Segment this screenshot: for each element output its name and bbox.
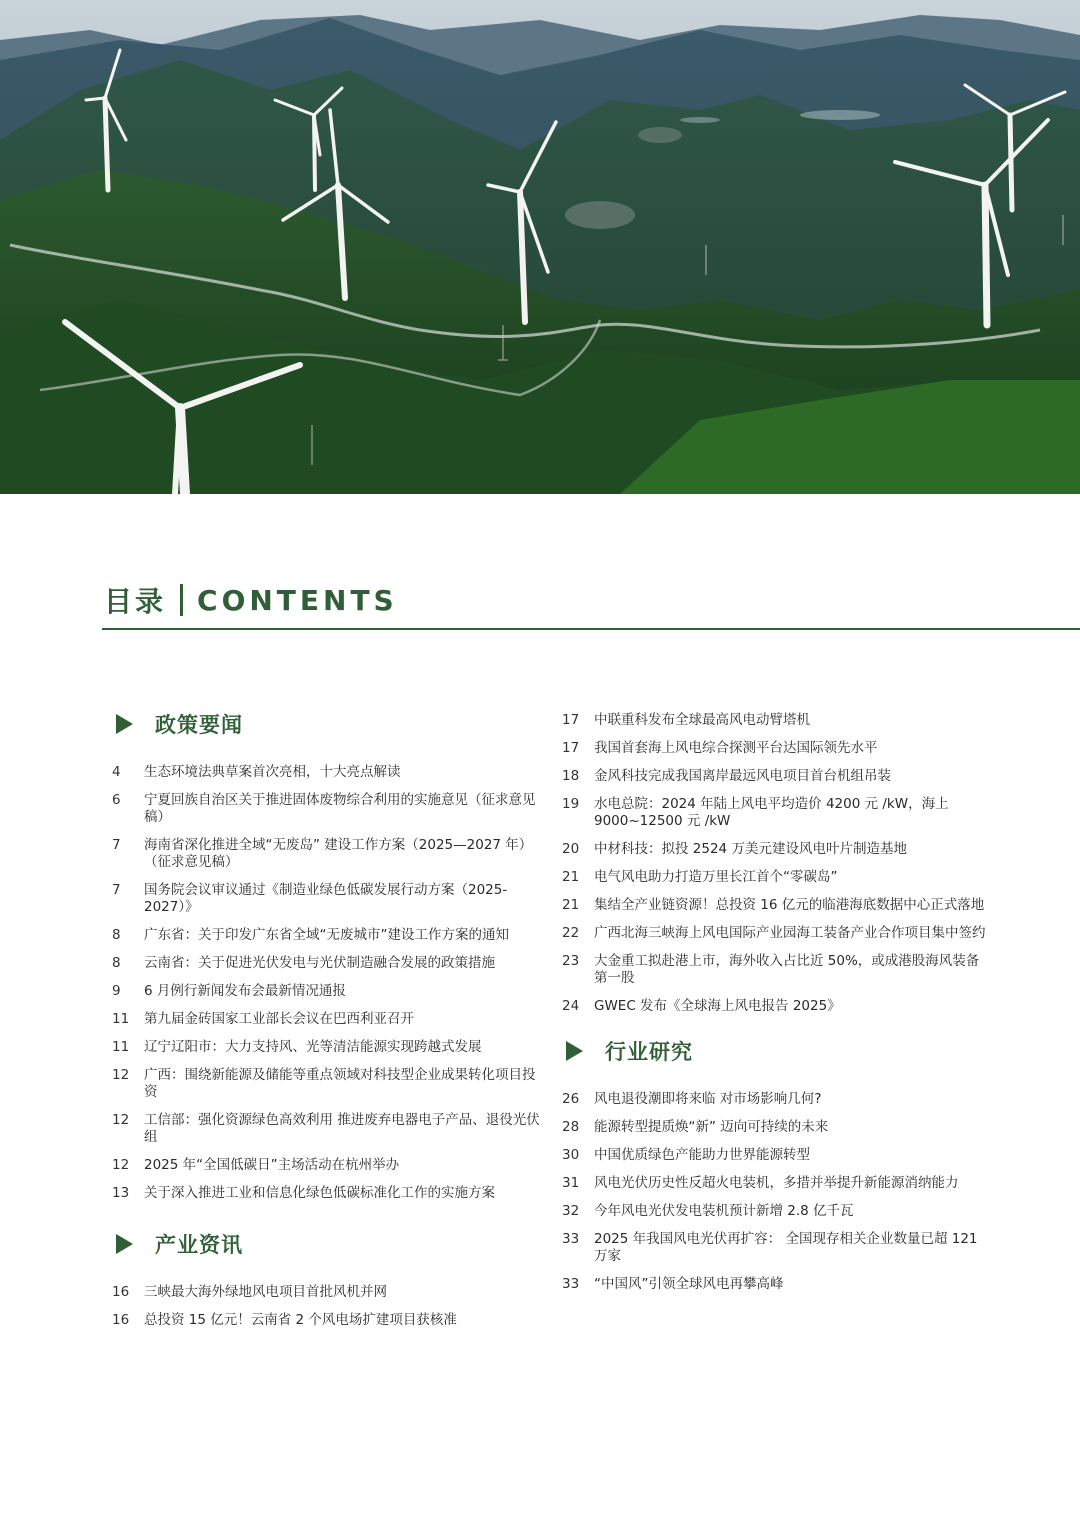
toc-entry[interactable] bbox=[112, 1185, 542, 1202]
header-rule bbox=[102, 628, 1080, 630]
entry-title: 6 月例行新闻发布会最新情况通报 bbox=[144, 983, 346, 999]
entry-title: “中国风”引领全球风电再攀高峰 bbox=[594, 1276, 784, 1292]
toc-title-cn: 目录 bbox=[104, 585, 167, 618]
toc-entry[interactable] bbox=[112, 1039, 542, 1056]
entry-title: 生态环境法典草案首次亮相，十大亮点解读 bbox=[144, 764, 401, 780]
entry-title: 风电退役潮即将来临 对市场影响几何? bbox=[594, 1091, 822, 1107]
page-number: 22 bbox=[562, 925, 580, 941]
page-number: 4 bbox=[112, 764, 121, 780]
entry-title: 风电光伏历史性反超火电装机，多措并举提升新能源消纳能力 bbox=[594, 1175, 959, 1191]
toc-entry[interactable] bbox=[562, 1091, 992, 1108]
toc-entry[interactable] bbox=[112, 882, 542, 916]
entry-title: 2025 年我国风电光伏再扩容： 全国现存相关企业数量已超 121 万家 bbox=[594, 1231, 978, 1264]
toc-entry[interactable] bbox=[112, 983, 542, 1000]
play-triangle-icon bbox=[116, 714, 133, 734]
page-number: 28 bbox=[562, 1119, 580, 1135]
entry-title: 集结全产业链资源！总投资 16 亿元的临港海底数据中心正式落地 bbox=[594, 897, 985, 913]
page-number: 11 bbox=[112, 1011, 130, 1027]
entry-title: 中联重科发布全球最高风电动臂塔机 bbox=[594, 712, 810, 728]
entry-title: 总投资 15 亿元！云南省 2 个风电场扩建项目获核准 bbox=[144, 1312, 457, 1328]
section-title: 行业研究 bbox=[605, 1040, 693, 1064]
page-number: 16 bbox=[112, 1284, 130, 1300]
entry-title: 国务院会议审议通过《制造业绿色低碳发展行动方案（2025-2027）》 bbox=[144, 882, 508, 915]
entry-title: 云南省：关于促进光伏发电与光伏制造融合发展的政策措施 bbox=[144, 955, 495, 971]
page-number: 26 bbox=[562, 1091, 580, 1107]
toc-entry[interactable] bbox=[562, 869, 992, 886]
toc-entry[interactable] bbox=[112, 1112, 542, 1146]
toc-entry[interactable] bbox=[112, 1067, 542, 1101]
page-number: 17 bbox=[562, 740, 580, 756]
play-triangle-icon bbox=[566, 1041, 583, 1061]
entry-title: 2025 年“全国低碳日”主场活动在杭州举办 bbox=[144, 1157, 400, 1173]
toc-entry[interactable] bbox=[562, 796, 992, 830]
entry-title: 海南省深化推进全域“无废岛” 建设工作方案（2025—2027 年）（征求意见稿） bbox=[144, 837, 533, 870]
toc-entry[interactable] bbox=[112, 1011, 542, 1028]
toc-entry[interactable] bbox=[562, 1147, 992, 1164]
page-number: 24 bbox=[562, 998, 580, 1014]
toc-entry[interactable] bbox=[112, 1157, 542, 1174]
page-number: 7 bbox=[112, 882, 121, 898]
page-number: 9 bbox=[112, 983, 121, 999]
page-number: 33 bbox=[562, 1231, 580, 1247]
entry-title: 金风科技完成我国离岸最远风电项目首台机组吊装 bbox=[594, 768, 891, 784]
toc-title-en: CONTENTS bbox=[197, 583, 398, 617]
page-number: 11 bbox=[112, 1039, 130, 1055]
entry-title: 广西：围绕新能源及储能等重点领域对科技型企业成果转化项目投资 bbox=[144, 1067, 536, 1100]
page-number: 31 bbox=[562, 1175, 580, 1191]
entry-title: 广西北海三峡海上风电国际产业园海工装备产业合作项目集中签约 bbox=[594, 925, 986, 941]
entry-title: 我国首套海上风电综合探测平台达国际领先水平 bbox=[594, 740, 878, 756]
title-divider bbox=[180, 584, 183, 616]
section-heading-research bbox=[562, 1033, 992, 1069]
entry-title: 水电总院：2024 年陆上风电平均造价 4200 元 /kW，海上 9000~12500 元 /kW bbox=[594, 796, 949, 829]
page-number: 18 bbox=[562, 768, 580, 784]
entry-title: GWEC 发布《全球海上风电报告 2025》 bbox=[594, 998, 841, 1014]
page-number: 8 bbox=[112, 927, 121, 943]
page-number: 13 bbox=[112, 1185, 130, 1201]
entry-title: 中材科技：拟投 2524 万美元建设风电叶片制造基地 bbox=[594, 841, 907, 857]
page-number: 12 bbox=[112, 1112, 130, 1128]
toc-entry[interactable] bbox=[562, 740, 992, 757]
toc-header bbox=[104, 578, 398, 622]
page-number: 32 bbox=[562, 1203, 580, 1219]
toc-entry[interactable] bbox=[562, 998, 992, 1015]
toc-entry[interactable] bbox=[562, 841, 992, 858]
toc-entry[interactable] bbox=[562, 1276, 992, 1293]
toc-entry[interactable] bbox=[562, 953, 992, 987]
entry-title: 今年风电光伏发电装机预计新增 2.8 亿千瓦 bbox=[594, 1203, 854, 1219]
page-number: 6 bbox=[112, 792, 121, 808]
toc-entry[interactable] bbox=[562, 1119, 992, 1136]
toc-entry[interactable] bbox=[562, 1175, 992, 1192]
toc-entry[interactable] bbox=[112, 792, 542, 826]
entry-title: 工信部：强化资源绿色高效利用 推进废弃电器电子产品、退役光伏组 bbox=[144, 1112, 540, 1145]
section-heading-industry-news bbox=[112, 1226, 542, 1262]
toc-column-right bbox=[562, 712, 992, 1304]
toc-entry[interactable] bbox=[562, 1203, 992, 1220]
page-number: 17 bbox=[562, 712, 580, 728]
play-triangle-icon bbox=[116, 1234, 133, 1254]
toc-entry[interactable] bbox=[562, 1231, 992, 1265]
page-number: 12 bbox=[112, 1157, 130, 1173]
page-number: 19 bbox=[562, 796, 580, 812]
entry-title: 能源转型提质焕“新” 迈向可持续的未来 bbox=[594, 1119, 829, 1135]
entry-title: 第九届金砖国家工业部长会议在巴西利亚召开 bbox=[144, 1011, 414, 1027]
toc-entry[interactable] bbox=[112, 1312, 542, 1329]
page-number: 12 bbox=[112, 1067, 130, 1083]
toc-column-left bbox=[112, 706, 542, 1340]
page-number: 20 bbox=[562, 841, 580, 857]
hero-photo bbox=[0, 0, 1080, 494]
page-number: 33 bbox=[562, 1276, 580, 1292]
entry-title: 三峡最大海外绿地风电项目首批风机并网 bbox=[144, 1284, 387, 1300]
entry-title: 广东省：关于印发广东省全域“无废城市”建设工作方案的通知 bbox=[144, 927, 509, 943]
toc-entry[interactable] bbox=[112, 927, 542, 944]
page-number: 30 bbox=[562, 1147, 580, 1163]
entry-title: 关于深入推进工业和信息化绿色低碳标准化工作的实施方案 bbox=[144, 1185, 495, 1201]
toc-entry[interactable] bbox=[562, 712, 992, 729]
page-number: 16 bbox=[112, 1312, 130, 1328]
section-title: 政策要闻 bbox=[155, 713, 243, 737]
toc-entry[interactable] bbox=[112, 764, 542, 781]
page-number: 21 bbox=[562, 869, 580, 885]
entry-title: 中国优质绿色产能助力世界能源转型 bbox=[594, 1147, 810, 1163]
page-number: 23 bbox=[562, 953, 580, 969]
page-number: 21 bbox=[562, 897, 580, 913]
page-number: 7 bbox=[112, 837, 121, 853]
entry-title: 电气风电助力打造万里长江首个“零碳岛” bbox=[594, 869, 838, 885]
toc-entry[interactable] bbox=[562, 925, 992, 942]
entry-title: 宁夏回族自治区关于推进固体废物综合利用的实施意见（征求意见稿） bbox=[144, 792, 536, 825]
section-title: 产业资讯 bbox=[155, 1233, 243, 1257]
toc-entry[interactable] bbox=[562, 897, 992, 914]
toc-entry[interactable] bbox=[562, 768, 992, 785]
toc-entry[interactable] bbox=[112, 837, 542, 871]
section-heading-policy bbox=[112, 706, 542, 742]
entry-title: 辽宁辽阳市：大力支持风、光等清洁能源实现跨越式发展 bbox=[144, 1039, 482, 1055]
toc-entry[interactable] bbox=[112, 1284, 542, 1301]
entry-title: 大金重工拟赴港上市，海外收入占比近 50%，或成港股海风装备第一股 bbox=[594, 953, 980, 986]
toc-entry[interactable] bbox=[112, 955, 542, 972]
page-number: 8 bbox=[112, 955, 121, 971]
